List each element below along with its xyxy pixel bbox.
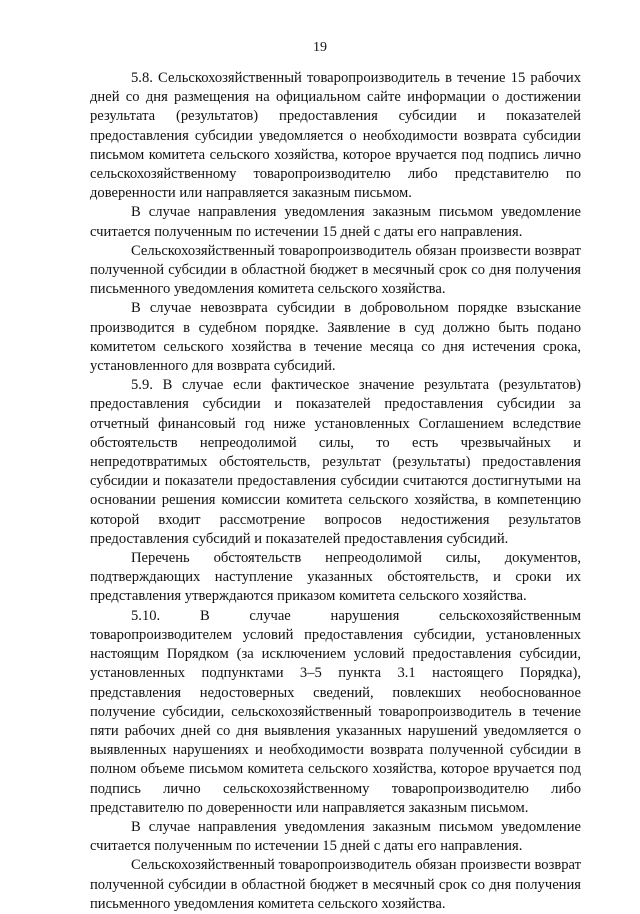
paragraph-return-obligation: Сельскохозяйственный товаропроизводитель обязан произвести возврат полученной субсидии в областной бюджет в месячный срок со дня получения письменного уведомления комитета сельского хозяйства. xyxy=(90,242,581,298)
paragraph-return-obligation-2: Сельскохозяйственный товаропроизводитель обязан произвести возврат полученной субсидии в областной бюджет в месячный срок со дня получения письменного уведомления комитета сельского хозяйства. xyxy=(90,857,581,912)
paragraph-5-10: 5.10. В случае нарушения сельскохозяйственным товаропроизводителем условий предоставления субсидии, установленных настоящим Порядком (за исключением условий предоставления субсидии, установленных подпунктами 3–5 пункта 3.1 настоящего Порядка), представления недостоверных сведений, повлекших необоснованное получение субсидии, сельскохозяйственный товаропроизводитель в течение пяти рабочих дней со дня выявления указанных нарушений уведомляется о выявленных нарушениях и необходимости возврата полученной субсидии в полном объеме письмом комитета сельского хозяйства, которое вручается под подпись лично сельскохозяйственному товаропроизводителю либо представителю по доверенности или направляется заказным письмом. xyxy=(90,607,581,816)
document-body xyxy=(90,69,581,914)
page-number: 19 xyxy=(313,40,327,55)
paragraph-registered-letter-notice-2: В случае направления уведомления заказным письмом уведомление считается полученным по истечении 15 дней с даты его направления. xyxy=(90,818,581,855)
paragraph-registered-letter-notice: В случае направления уведомления заказным письмом уведомление считается полученным по истечении 15 дней с даты его направления. xyxy=(90,204,581,240)
paragraph-force-majeure-list: Перечень обстоятельств непреодолимой силы, документов, подтверждающих наступление указанных обстоятельств, и сроки их представления утверждаются приказом комитета сельского хозяйства. xyxy=(90,550,581,605)
paragraph-5-9: 5.9. В случае если фактическое значение результата (результатов) предоставления субсидии и показателей предоставления субсидии за отчетный финансовый год ниже установленных Соглашением вследствие обстоятельств непреодолимой силы, то есть чрезвычайных и непредотвратимых обстоятельств, результат (результаты) предоставления субсидии и показатели предоставления субсидии считаются достигнутыми на основании решения комиссии комитета сельского хозяйства, в компетенцию которой входит рассмотрение вопросов недостижения результатов предоставления субсидий и показателей предоставления субсидий. xyxy=(90,377,581,547)
paragraph-judicial-recovery: В случае невозврата субсидии в добровольном порядке взыскание производится в судебном порядке. Заявление в суд должно быть подано комитетом сельского хозяйства в течение месяца со дня истечения срока, установленного для возврата субсидий. xyxy=(90,300,581,375)
paragraph-5-8: 5.8. Сельскохозяйственный товаропроизводитель в течение 15 рабочих дней со дня размещения на официальном сайте информации о достижении результата (результатов) предоставления субсидии и показателей предоставления субсидии уведомляется о необходимости возврата субсидии письмом комитета сельского хозяйства, которое вручается под подпись лично сельскохозяйственному товаропроизводителю либо представителю по доверенности или направляется заказным письмом. xyxy=(90,70,581,202)
